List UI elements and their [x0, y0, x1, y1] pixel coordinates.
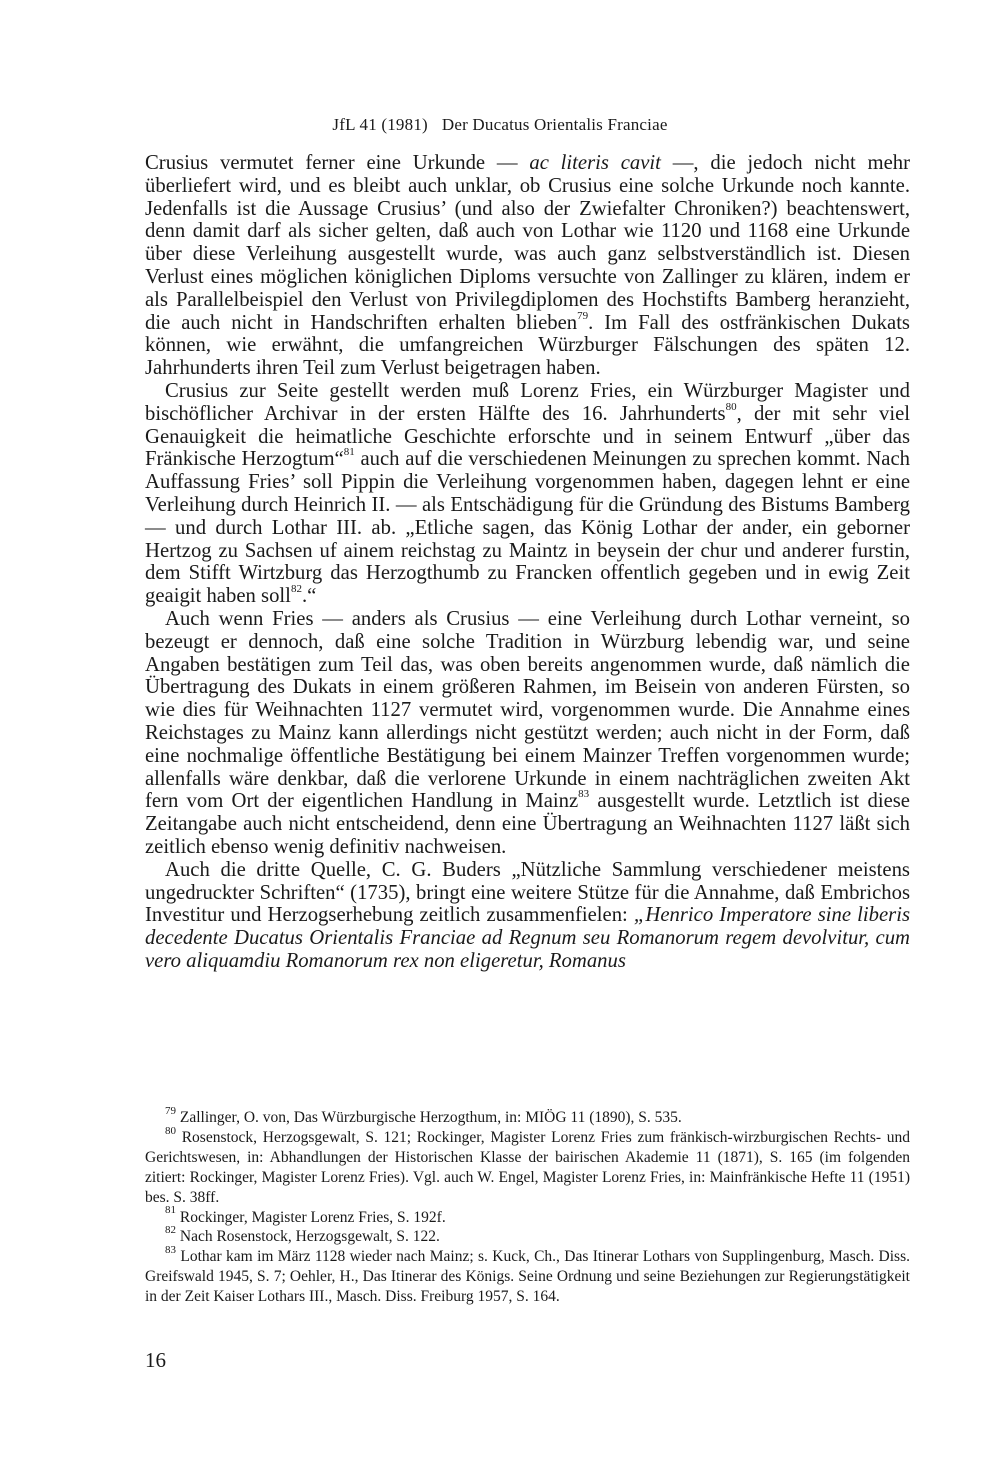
paragraph-2: [145, 380, 910, 608]
text-run: Auch die dritte Quelle, C. G. Buders „Nützliche Sammlung verschiedener meistens ungedruckter Schriften“ (1735), bringt eine weitere Stütze für die Annahme, daß Embrichos Investitur und Herzogserhebung zeitlich zusammenfielen:: [145, 858, 910, 927]
text-run: ausgestellt wurde. Letztlich ist diese Zeitangabe auch nicht entscheidend, denn eine Übertragung an Weihnachten 1127 läßt sich zeitlich ebenso wenig definitiv nachweisen.: [145, 790, 910, 858]
footnote-83: [145, 1244, 910, 1307]
footnote-text: Lothar kam im März 1128 wieder nach Mainz; s. Kuck, Ch., Das Itinerar Lothars von Supplingenburg, Masch. Diss. Greifswald 1945, S. 7; Oehler, H., Das Itinerar des Königs. Seine Ordnung und seine Beziehungen zur Regierungstätigkeit in der Zeit Kaiser Lothars III., Masch. Diss. Freiburg 1957, S. 164.: [145, 1248, 910, 1306]
text-run: , der mit sehr viel Genauigkeit die heimatliche Geschichte erforschte und in seinem Entwurf „über das Fränkische Herzogtum“: [145, 402, 910, 471]
footnote-ref-81[interactable]: 81: [343, 446, 355, 459]
footnote-ref-80[interactable]: 80: [725, 400, 737, 413]
text-run: . Im Fall des ostfränkischen Dukats können, wie erwähnt, die umfangreichen Würzburger Fälschungen des späten 12. Jahrhunderts ihren Teil zum Verlust beigetragen haben.: [145, 311, 910, 380]
journal-reference: JfL 41 (1981): [332, 115, 428, 134]
footnote-ref-82[interactable]: 82: [290, 583, 302, 596]
footnote-number: 80: [165, 1124, 176, 1137]
footnote-82: [145, 1224, 910, 1247]
footnote-number: 83: [165, 1244, 176, 1257]
running-header: [0, 115, 1000, 135]
text-run: .“: [301, 585, 317, 608]
footnote-text: Rosenstock, Herzogsgewalt, S. 121; Rockinger, Magister Lorenz Fries zum fränkisch-wirzburgischen Rechts- und Gerichtswesen, in: Abhandlungen der Historischen Klasse der bairischen Akademie 11 (1871), S. 165 (im folgenden zitiert: Rockinger, Magister Lorenz Fries). Vgl. auch W. Engel, Magister Lorenz Fries, in: Mainfränkische Hefte 11 (1951) bes. S. 38ff.: [145, 1128, 910, 1206]
footnote-number: 79: [165, 1104, 176, 1117]
footnote-number: 82: [165, 1224, 176, 1237]
running-title: Der Ducatus Orientalis Franciae: [441, 115, 668, 134]
text-run: Crusius zur Seite gestellt werden muß Lorenz Fries, ein Würzburger Magister und bischöflicher Archivar in der ersten Hälfte des 16. Jahrhunderts: [145, 379, 910, 425]
footnote-ref-79[interactable]: 79: [577, 309, 589, 322]
footnote-79: [145, 1104, 910, 1128]
text-run: Crusius vermutet ferner eine Urkunde —: [145, 152, 530, 174]
page-number: 16: [145, 1348, 166, 1372]
text-run: —, die jedoch nicht mehr überliefert wird, und es bleibt auch unklar, ob Crusius eine solche Urkunde noch kannte. Jedenfalls ist die Aussage Crusius’ (und also der Zwiefalter Chroniken?) beachtenswert, denn damit darf als sicher gelten, daß auch von Lothar wie 1120 und 1168 eine Urkunde über diese Verleihung ausgestellt wurde, was auch ganz selbstverständlich ist. Diesen Verlust eines möglichen königlichen Diploms versuchte von Zallinger zu klären, indem er als Parallelbeispiel den Verlust von Privilegdiplomen des Hochstifts Bamberg heranzieht, die auch nicht in Handschriften erhalten blieben: [145, 152, 910, 334]
footnote-ref-83[interactable]: 83: [578, 788, 590, 801]
paragraph-3: [145, 608, 910, 859]
footnote-81: [145, 1204, 910, 1228]
paragraph-1: [145, 152, 910, 380]
latin-quote: „Henrico Imperatore sine liberis decedente Ducatus Orientalis Franciae ad Regnum seu Romanorum regem devolvitur, cum vero aliquamdiu Romanorum rex non eligeretur, Romanus: [145, 904, 910, 972]
latin-quote: ac literis cavit: [529, 152, 661, 174]
footnotes: [145, 1104, 910, 1307]
main-text: [145, 152, 910, 973]
text-run: auch auf die verschiedenen Meinungen zu sprechen kommt. Nach Auffassung Fries’ soll Pippin die Verleihung vorgenommen haben, dagegen lehnt er eine Verleihung durch Heinrich II. — als Entschädigung für die Gründung des Bistums Bamberg — und durch Lothar III. ab. „Etliche sagen, das König Lothar der ander, ein geborner Hertzog zu Sachsen uf ainem reichstag zu Maintz in beysein der chur und anderer furstin, dem Stifft Wirtzburg das Herzogthumb zu Francken offentlich gegeben und in ewig Zeit geaigit haben soll: [145, 448, 910, 608]
text-run: Auch wenn Fries — anders als Crusius — eine Verleihung durch Lothar verneint, so bezeugt er dennoch, daß eine solche Tradition in Würzburg lebendig war, und seine Angaben bestätigen zum Teil das, was oben bereits angenommen wurde, daß nämlich die Übertragung des Dukats in einem größeren Rahmen, im Beisein von anderen Fürsten, so wie dies für Weihnachten 1127 vermutet wird, vorgenommen wurde. Die Annahme eines Reichstages zu Mainz kann allerdings nicht gestützt werden; auch nicht in der Form, daß eine nochmalige öffentliche Bestätigung bei einem Mainzer Treffen vorgenommen wurde; allenfalls wäre denkbar, daß die verlorene Urkunde in einem nachträglichen zweiten Akt fern vom Ort der eigentlichen Handlung in Mainz: [145, 607, 910, 813]
footnote-number: 81: [165, 1204, 176, 1217]
footnote-text: Zallinger, O. von, Das Würzburgische Herzogthum, in: MIÖG 11 (1890), S. 535.: [176, 1109, 682, 1126]
footnote-text: Nach Rosenstock, Herzogsgewalt, S. 122.: [176, 1228, 440, 1246]
paragraph-4: [145, 859, 910, 973]
footnote-80: [145, 1124, 910, 1208]
footnote-text: Rockinger, Magister Lorenz Fries, S. 192f.: [176, 1208, 446, 1226]
